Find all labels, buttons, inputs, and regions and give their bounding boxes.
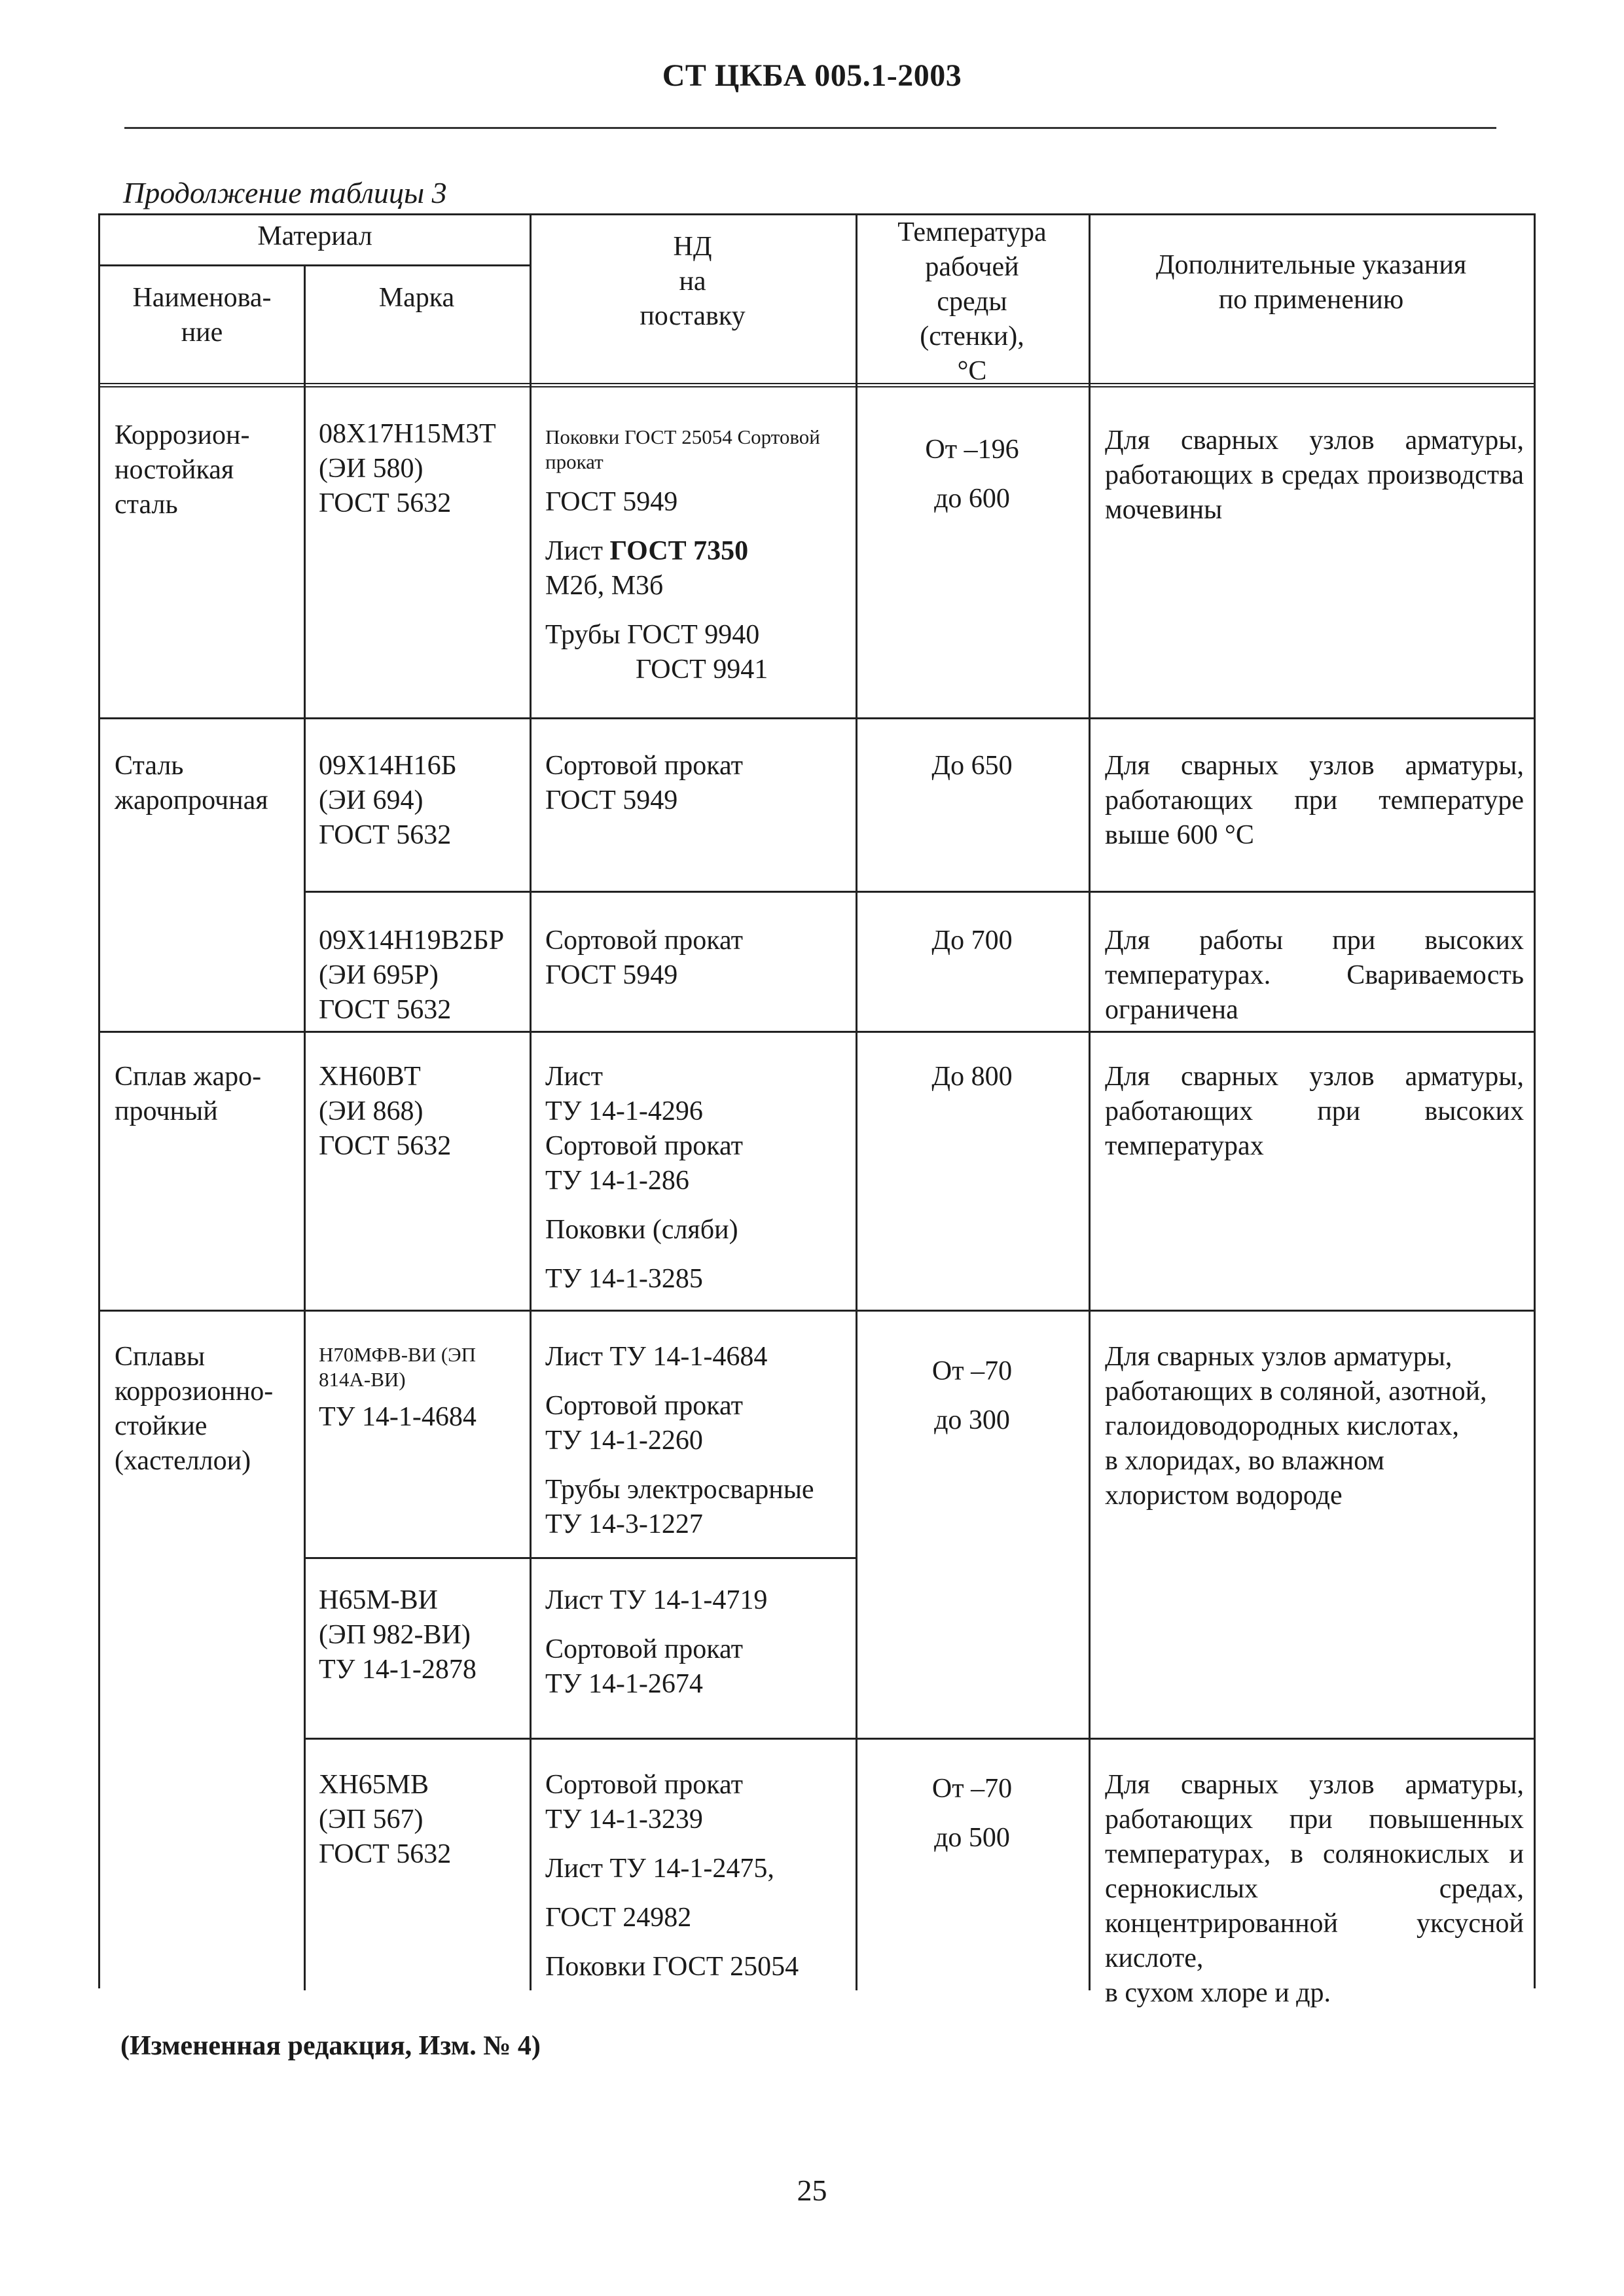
nd-line: Лист ТУ 14-1-4684: [545, 1342, 768, 1372]
header-divider: [124, 127, 1496, 129]
nd-line: Сортовой прокат ТУ 14-1-2674: [545, 1634, 743, 1699]
material-header-rule: [100, 264, 530, 266]
grade-cell: Н65М-ВИ (ЭП 982-ВИ) ТУ 14-1-2878: [319, 1585, 477, 1685]
nd-cell: [545, 425, 853, 687]
note-cell: Для сварных узлов арматуры, работающих при высоких температурах: [1105, 1062, 1524, 1161]
nd-line: Поковки ГОСТ 25054: [545, 1952, 799, 1982]
note-cell: Для работы при высоких температурах. Свариваемость ограничена: [1105, 925, 1524, 1025]
table-caption: Продолжение таблицы 3: [123, 176, 447, 209]
temperature-cell: До 800: [931, 1062, 1013, 1092]
col-divider-1: [304, 264, 306, 1990]
nd-cell: Сортовой прокат ГОСТ 5949: [545, 751, 743, 816]
revision-note: (Измененная редакция, Изм. № 4): [120, 2031, 541, 2061]
temperature-line: От –70: [931, 1774, 1013, 1804]
nd-line: Лист ТУ 14-1-4719: [545, 1585, 768, 1615]
grade-cell: [319, 1342, 528, 1435]
nd-line: ГОСТ 9941: [636, 655, 768, 685]
materials-table: [98, 213, 1536, 2008]
nd-line: Сортовой прокат ТУ 14-1-3239: [545, 1770, 743, 1835]
grade-cell: ХН65МВ (ЭП 567) ГОСТ 5632: [319, 1770, 452, 1869]
header-temperature: Температура рабочей среды (стенки), °С: [897, 217, 1047, 386]
grade-cell: 09Х14Н16Б (ЭИ 694) ГОСТ 5632: [319, 751, 457, 850]
temperature-line: От –70: [931, 1356, 1013, 1386]
grade-cell: 08Х17Н15М3Т (ЭИ 580) ГОСТ 5632: [319, 419, 496, 518]
row-rule-6: [304, 1738, 1534, 1740]
header-nd: НД на поставку: [640, 232, 746, 331]
note-cell: Для сварных узлов арматуры, работающих при повышенных температурах, в солянокислых и сернокислых средах, концентрированной уксусной кислоте, в сухом хлоре и др.: [1105, 1770, 1524, 2008]
header-notes: Дополнительные указания по применению: [1155, 250, 1467, 315]
nd-line: Трубы ГОСТ 9940: [545, 620, 760, 650]
nd-line: Лист ТУ 14-1-4296 Сортовой прокат ТУ 14-1-286: [545, 1062, 743, 1196]
col-divider-2: [530, 215, 532, 1990]
header-bottom-rule: [100, 383, 1534, 387]
temperature-line: От –196: [925, 435, 1019, 465]
nd-line: Поковки (сляби): [545, 1215, 738, 1245]
grade-cell: ХН60ВТ (ЭИ 868) ГОСТ 5632: [319, 1062, 452, 1161]
grade-line: ТУ 14-1-4684: [319, 1402, 477, 1432]
nd-line: Лист ТУ 14-1-2475,: [545, 1854, 774, 1884]
group-name-heat-alloy: Сплав жаро- прочный: [115, 1062, 262, 1126]
nd-cell: [545, 1060, 853, 1297]
temperature-line: до 600: [934, 484, 1010, 514]
grade-cell: 09Х14Н19В2БР (ЭИ 695Р) ГОСТ 5632: [319, 925, 505, 1025]
row-rule-2: [304, 891, 1534, 893]
nd-line: Трубы электросварные ТУ 14-3-1227: [545, 1475, 814, 1539]
temperature-line: до 500: [934, 1823, 1010, 1853]
header-grade: Марка: [378, 283, 455, 313]
nd-line: ГОСТ 5949: [545, 487, 678, 517]
temperature-cell: [856, 1772, 1089, 1856]
note-cell: Для сварных узлов арматуры, работающих при температуре выше 600 °С: [1105, 751, 1524, 850]
header-material: Материал: [257, 221, 372, 251]
nd-line: Сортовой прокат ТУ 14-1-2260: [545, 1391, 743, 1456]
temperature-cell: [856, 433, 1089, 516]
nd-line: ТУ 14-1-3285: [545, 1264, 703, 1294]
row-rule-1: [100, 717, 1534, 719]
temperature-line: до 300: [934, 1405, 1010, 1435]
nd-line-prefix: Лист: [545, 536, 610, 566]
header-name: Наименова- ние: [132, 283, 272, 348]
note-cell: Для сварных узлов арматуры, работающих в соляной, азотной, галоидоводородных кислотах, в хлоридах, во влажном хлористом водороде: [1105, 1342, 1487, 1511]
nd-cell: [545, 1768, 853, 1984]
row-rule-4: [100, 1310, 1534, 1312]
nd-line: [545, 534, 853, 569]
nd-cell: [545, 1583, 853, 1702]
grade-line-small: Н70МФВ-ВИ (ЭП 814А-ВИ): [319, 1343, 477, 1391]
temperature-cell: [856, 1354, 1089, 1438]
page-number: 25: [797, 2174, 827, 2207]
row-rule-5: [304, 1557, 856, 1559]
nd-line: ГОСТ 24982: [545, 1903, 692, 1933]
note-cell: Для сварных узлов арматуры, работающих в средах производства мочевины: [1105, 425, 1524, 525]
nd-line: М2б, М3б: [545, 571, 664, 601]
group-name-hastelloy: Сплавы коррозионно- стойкие (хастеллои): [115, 1342, 274, 1476]
nd-cell: Сортовой прокат ГОСТ 5949: [545, 925, 743, 990]
nd-line-standard: ГОСТ 7350: [609, 536, 749, 566]
temperature-cell: До 650: [931, 751, 1013, 781]
group-name-heat-steel: Сталь жаропрочная: [115, 751, 268, 816]
nd-line: Поковки ГОСТ 25054 Сортовой прокат: [545, 425, 820, 473]
temperature-cell: До 700: [931, 925, 1013, 956]
document-header: СТ ЦКБА 005.1-2003: [662, 58, 962, 93]
nd-cell: [545, 1340, 853, 1542]
row-rule-3: [100, 1031, 1534, 1033]
col-divider-4: [1089, 215, 1091, 1990]
group-name-corrosion-steel: Коррозион- ностойкая сталь: [115, 420, 250, 520]
